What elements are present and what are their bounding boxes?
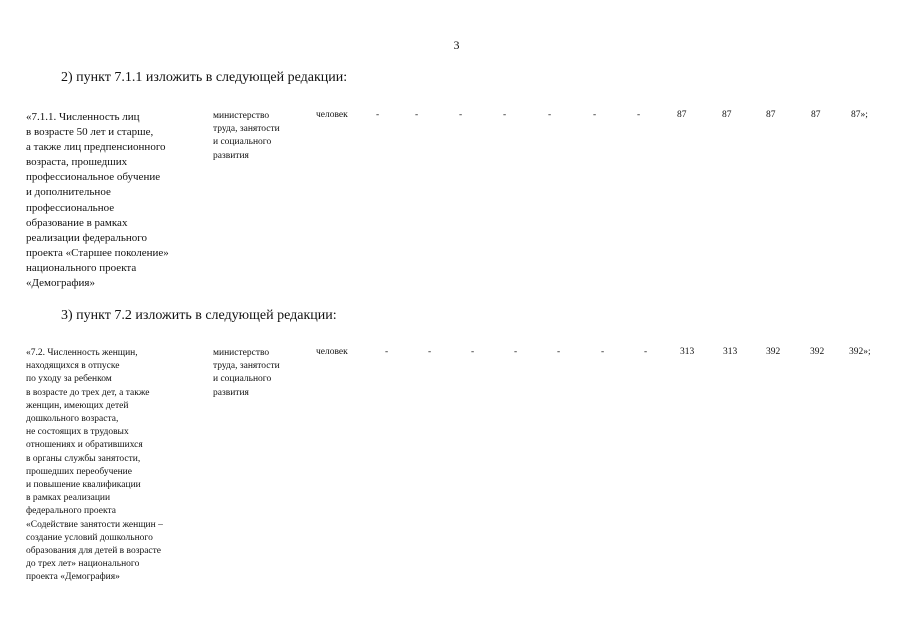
value-cell: 313 xyxy=(680,347,695,357)
indicator-description: «7.1.1. Численность лиц в возрасте 50 лет и старше, а также лиц предпенсионного возраста, прошедших профессиональное обучение и дополнительное профессиональное образование в рамках реализации федерального проекта «Старшее поколение» национального проекта «Демография» xyxy=(26,111,169,290)
value-cell: 392 xyxy=(810,347,825,357)
value-cell: - xyxy=(415,110,419,120)
value-cell: - xyxy=(644,347,648,357)
value-cell: - xyxy=(471,347,475,357)
responsible-ministry: министерство труда, занятости и социального развития xyxy=(213,111,280,161)
responsible-ministry: министерство труда, занятости и социального развития xyxy=(213,348,280,398)
section-heading: 2) пункт 7.1.1 изложить в следующей редакции: xyxy=(61,70,348,85)
value-cell: - xyxy=(385,347,389,357)
page-number: 3 xyxy=(453,38,460,52)
value-cell: - xyxy=(376,110,380,120)
indicator-description: «7.2. Численность женщин, находящихся в отпуске по уходу за ребенком в возрасте до трех дет, а также женщин, имеющих детей дошкольного возраста, не состоящих в трудовых отношениях и обратившихся в органы службы занятости, прошедших переобучение и повышение квалификации в рамках реализации федерального проекта «Содействие занятости женщин – создание условий дошкольного образования для детей в возрасте до трех лет» национального проекта «Демография» xyxy=(26,348,163,583)
value-cell: - xyxy=(548,110,552,120)
value-cell: 392 xyxy=(766,347,781,357)
value-cell: - xyxy=(503,110,507,120)
value-cell: 87»; xyxy=(851,110,868,120)
value-cell: - xyxy=(557,347,561,357)
section-heading: 3) пункт 7.2 изложить в следующей редакции: xyxy=(61,308,337,323)
value-cell: 313 xyxy=(723,347,738,357)
value-cell: 87 xyxy=(722,110,732,120)
value-cell: - xyxy=(459,110,463,120)
value-cell: - xyxy=(637,110,641,120)
value-cell: 392»; xyxy=(849,347,871,357)
value-cell: - xyxy=(428,347,432,357)
value-cell: - xyxy=(601,347,605,357)
unit-of-measure: человек xyxy=(316,347,348,357)
value-cell: - xyxy=(514,347,518,357)
value-cell: 87 xyxy=(811,110,821,120)
value-cell: - xyxy=(593,110,597,120)
value-cell: 87 xyxy=(677,110,687,120)
value-cell: 87 xyxy=(766,110,776,120)
unit-of-measure: человек xyxy=(316,110,348,120)
